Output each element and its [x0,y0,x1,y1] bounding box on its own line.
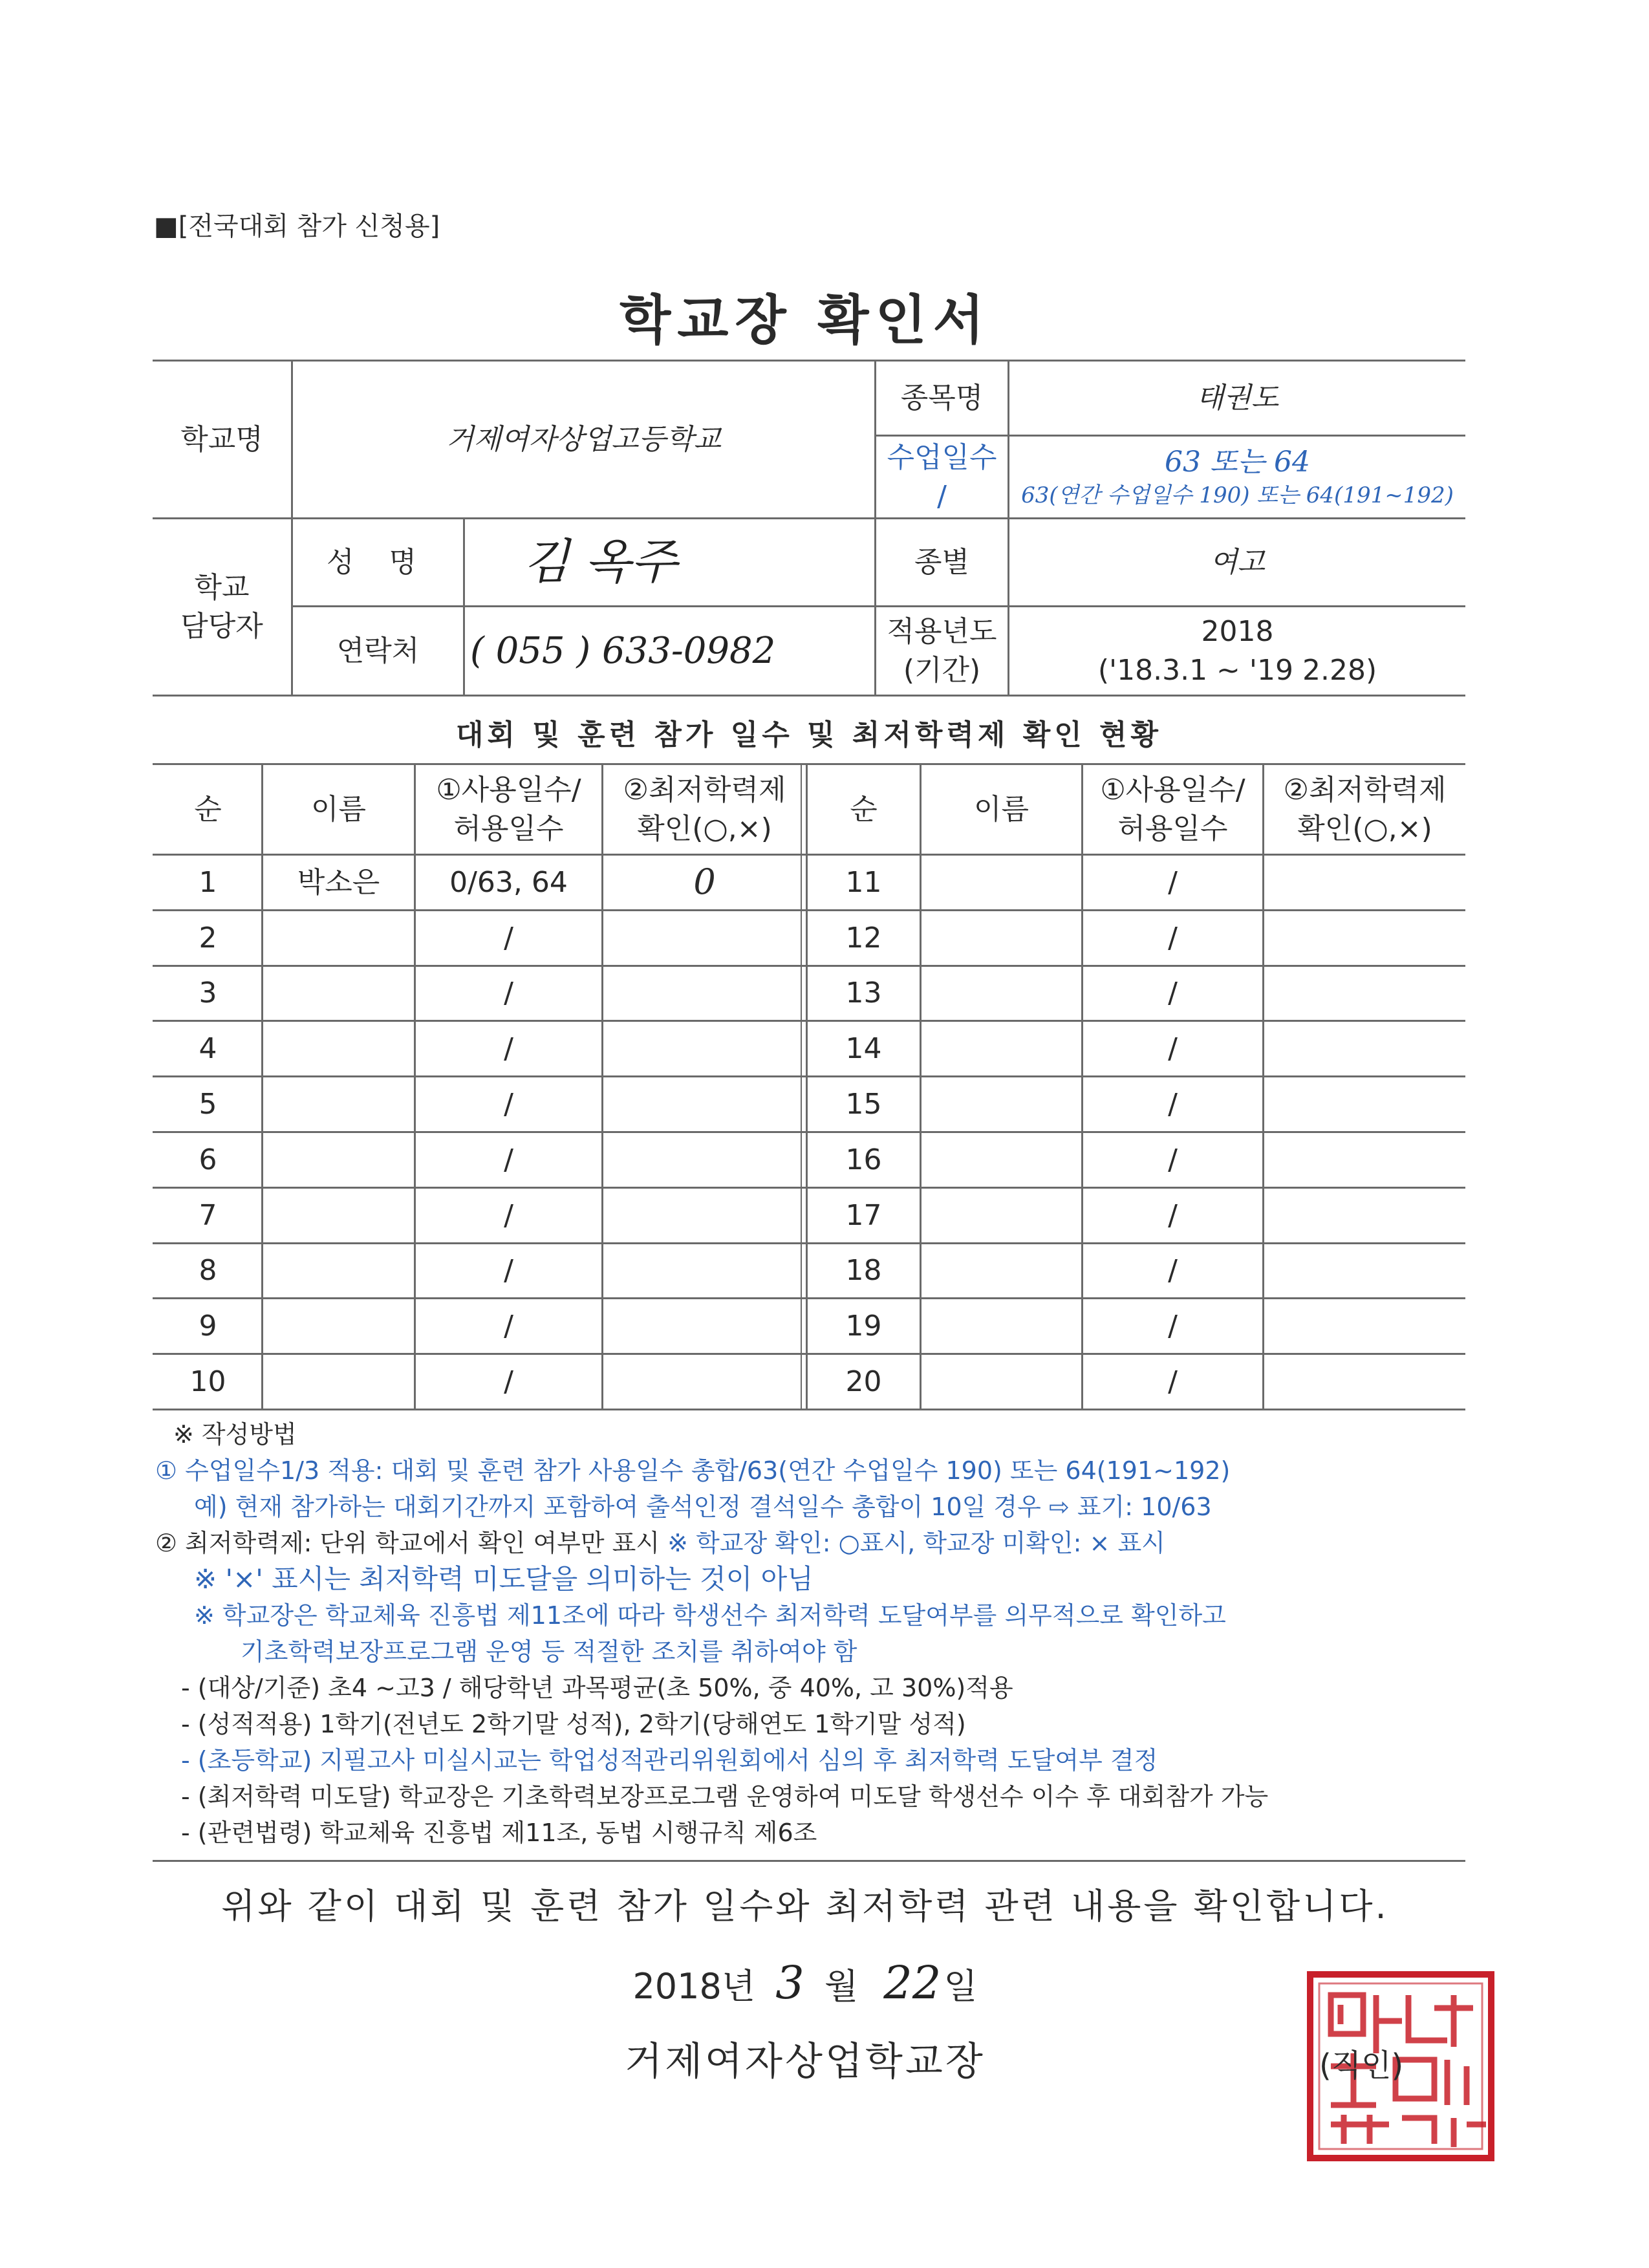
note-2b: ※ '×' 표시는 최저학력 미도달을 의미하는 것이 아님 [194,1563,814,1595]
person-name-label: 성 명 [327,545,429,579]
year-number: 2018 [1201,615,1274,649]
instructions [155,1416,1474,1851]
right-row-days: / [1168,1309,1178,1343]
left-row-name [263,967,414,1020]
section-title: 대회 및 훈련 참가 일수 및 최저학력제 확인 현황 [455,718,1163,751]
left-row-name [263,1022,414,1075]
right-row-check [1264,1244,1465,1297]
left-row-days: 0/63, 64 [449,865,568,899]
right-row-check [1264,1299,1465,1353]
left-row-check [603,1244,806,1297]
right-row-check [1264,967,1465,1020]
right-row-name [921,911,1081,965]
right-row-name [921,856,1081,909]
right-header-no: 순 [850,792,878,826]
right-row-check [1264,1077,1465,1131]
left-row-name [263,1244,414,1297]
right-row-check [1264,856,1465,909]
left-row-check [603,1133,806,1187]
right-header-name: 이름 [973,792,1029,826]
left-row-days: / [504,921,513,955]
note-1a: ① 수업일수1/3 적용: 대회 및 훈련 참가 사용일수 총합/63(연간 수업일수 190) 또는 64(191~192) [155,1456,1231,1485]
detail-5: - (관련법령) 학교체육 진흥법 제11조, 동법 시행규칙 제6조 [181,1819,817,1847]
class-days-value [1009,437,1465,517]
left-row-check [603,1299,806,1353]
right-header-check-line2: 확인(○,×) [1297,812,1432,845]
left-row-no: 4 [199,1031,217,1065]
left-row-days: / [504,1365,513,1398]
left-header-check [603,765,806,854]
principal-name: 거제여자상업학교장 [625,2039,986,2084]
left-row-days: / [504,1087,513,1121]
right-row-check [1264,1133,1465,1187]
form-label: ■[전국대회 참가 신청용] [154,211,440,241]
right-row-name [921,1299,1081,1353]
left-row-name [263,911,414,965]
left-row-check [603,1077,806,1131]
right-row-name [921,1355,1081,1409]
note-2d: 기초학력보장프로그램 운영 등 적절한 조치를 취하여야 함 [241,1637,857,1666]
left-row-no: 3 [199,977,217,1010]
year-label-line1: 적용년도 [887,615,997,649]
right-row-days: / [1168,1031,1178,1065]
right-header-check-line1: ②최저학력제 [1283,773,1447,807]
right-row-days: / [1168,1143,1178,1176]
left-row-name [263,1299,414,1353]
contact-value: ( 055 ) 633-0982 [470,629,776,672]
sport-value: 태권도 [1196,381,1279,415]
right-row-name [921,1133,1081,1187]
table-rule [153,1409,1465,1410]
note-2a [155,1525,1474,1561]
right-row-check [1264,911,1465,965]
school-name-label: 학교명 [180,422,263,456]
right-row-no: 18 [845,1254,882,1288]
date-day: 22 [883,1956,942,2009]
right-row-no: 11 [845,865,882,899]
right-row-name [921,1244,1081,1297]
left-row-no: 6 [199,1143,217,1176]
left-row-days: / [504,1309,513,1343]
right-row-name [921,967,1081,1020]
right-row-check [1264,1189,1465,1242]
right-row-days: / [1168,865,1178,899]
school-name-value: 거제여자상업고등학교 [446,422,722,456]
left-row-no: 2 [199,921,217,955]
category-label: 종별 [914,545,969,579]
date-month-unit: 월 [824,1966,859,2007]
right-header-days [1083,765,1262,854]
detail-4: - (최저학력 미도달) 학교장은 기초학력보장프로그램 운영하여 미도달 학생선수 이수 후 대회참가 가능 [181,1782,1269,1811]
left-row-check [603,1022,806,1075]
right-row-no: 13 [845,977,882,1010]
document-title: 학교장 확인서 [620,290,991,351]
left-row-days: / [504,1143,513,1176]
date-day-unit: 일 [943,1966,978,2007]
detail-2: - (성적적용) 1학기(전년도 2학기말 성적), 2학기(당해연도 1학기말 성적) [181,1710,966,1738]
left-row-name [263,1189,414,1242]
left-row-no: 8 [199,1254,217,1288]
right-row-name [921,1022,1081,1075]
left-row-name: 박소은 [297,865,380,899]
sport-label: 종목명 [900,381,984,415]
left-row-no: 9 [199,1309,217,1343]
right-row-no: 17 [845,1198,882,1232]
right-row-check [1264,1022,1465,1075]
right-row-check [1264,1355,1465,1409]
right-row-name [921,1189,1081,1242]
left-row-no: 5 [199,1087,217,1121]
left-header-check-line1: ②최저학력제 [623,773,786,807]
class-days-label-line1: 수업일수 [887,441,997,475]
left-row-check [603,967,806,1020]
detail-3: - (초등학교) 지필고사 미실시교는 학업성적관리위원회에서 심의 후 최저학력 도달여부 결정 [181,1746,1158,1775]
year-value [1009,607,1465,695]
left-row-name [263,1355,414,1409]
contact-label: 연락처 [336,634,420,667]
right-header-days-line2: 허용일수 [1117,812,1228,845]
date-year: 2018년 [632,1966,756,2007]
right-row-no: 20 [845,1365,882,1398]
right-row-no: 15 [845,1087,882,1121]
class-days-note: 63(연간 수업일수 190) 또는 64(191~192) [1021,482,1454,509]
left-row-name [263,1133,414,1187]
left-row-days: / [504,977,513,1010]
left-row-check [603,1189,806,1242]
notes-heading: ※ 작성방법 [173,1420,297,1449]
left-header-name: 이름 [310,792,366,826]
confirmation-text: 위와 같이 대회 및 훈련 참가 일수와 최저학력 관련 내용을 확인합니다. [221,1886,1389,1927]
left-row-check [603,911,806,965]
left-row-no: 1 [199,865,217,899]
left-header-days-line2: 허용일수 [453,812,564,845]
right-row-name [921,1077,1081,1131]
right-row-no: 12 [845,921,882,955]
right-header-check [1264,765,1465,854]
class-days-label [876,437,1008,517]
left-header-check-line2: 확인(○,×) [637,812,772,845]
right-row-no: 16 [845,1143,882,1176]
right-row-days: / [1168,1198,1178,1232]
note-1b: 예) 현재 참가하는 대회기간까지 포함하여 출석인정 결석일수 총합이 10일 경우 ⇨ 표기: 10/63 [194,1493,1212,1521]
right-row-days: / [1168,1365,1178,1398]
note-2a-black: ② 최저학력제: 단위 학교에서 확인 여부만 표시 [155,1529,660,1557]
person-name-value: 김 옥주 [523,534,677,590]
right-row-days: / [1168,1087,1178,1121]
date-month: 3 [775,1956,804,2009]
right-header-days-line1: ①사용일수/ [1100,773,1245,807]
note-2c: ※ 학교장은 학교체육 진흥법 제11조에 따라 학생선수 최저학력 도달여부를 의무적으로 확인하고 [194,1601,1226,1630]
seal-label: (직인) [1319,2047,1404,2084]
left-row-no: 7 [199,1198,217,1232]
year-period: ('18.3.1 ~ '19 2.28) [1097,653,1377,687]
note-2a-blue: ※ 학교장 확인: ○표시, 학교장 미확인: × 표시 [660,1529,1165,1557]
manager-label: 학교 담당자 [180,571,263,643]
left-row-days: / [504,1254,513,1288]
left-row-check [603,1355,806,1409]
year-label-line2: (기간) [903,653,981,687]
right-row-days: / [1168,977,1178,1010]
year-label [876,607,1008,695]
category-value: 여고 [1209,545,1265,579]
left-row-days: / [504,1031,513,1065]
left-row-name [263,1077,414,1131]
right-row-days: / [1168,1254,1178,1288]
left-row-days: / [504,1198,513,1232]
class-days-label-line2: / [937,479,947,513]
left-header-days-line1: ①사용일수/ [436,773,581,807]
left-header-no: 순 [194,792,222,826]
right-row-no: 19 [845,1309,882,1343]
right-row-days: / [1168,921,1178,955]
class-days-number: 63 또는 64 [1165,445,1310,479]
left-row-check: 0 [693,861,716,903]
left-header-days [416,765,601,854]
detail-1: - (대상/기준) 초4 ~고3 / 해당학년 과목평균(초 50%, 중 40%, 고 30%)적용 [181,1674,1013,1702]
left-row-no: 10 [189,1365,226,1398]
right-row-no: 14 [845,1031,882,1065]
